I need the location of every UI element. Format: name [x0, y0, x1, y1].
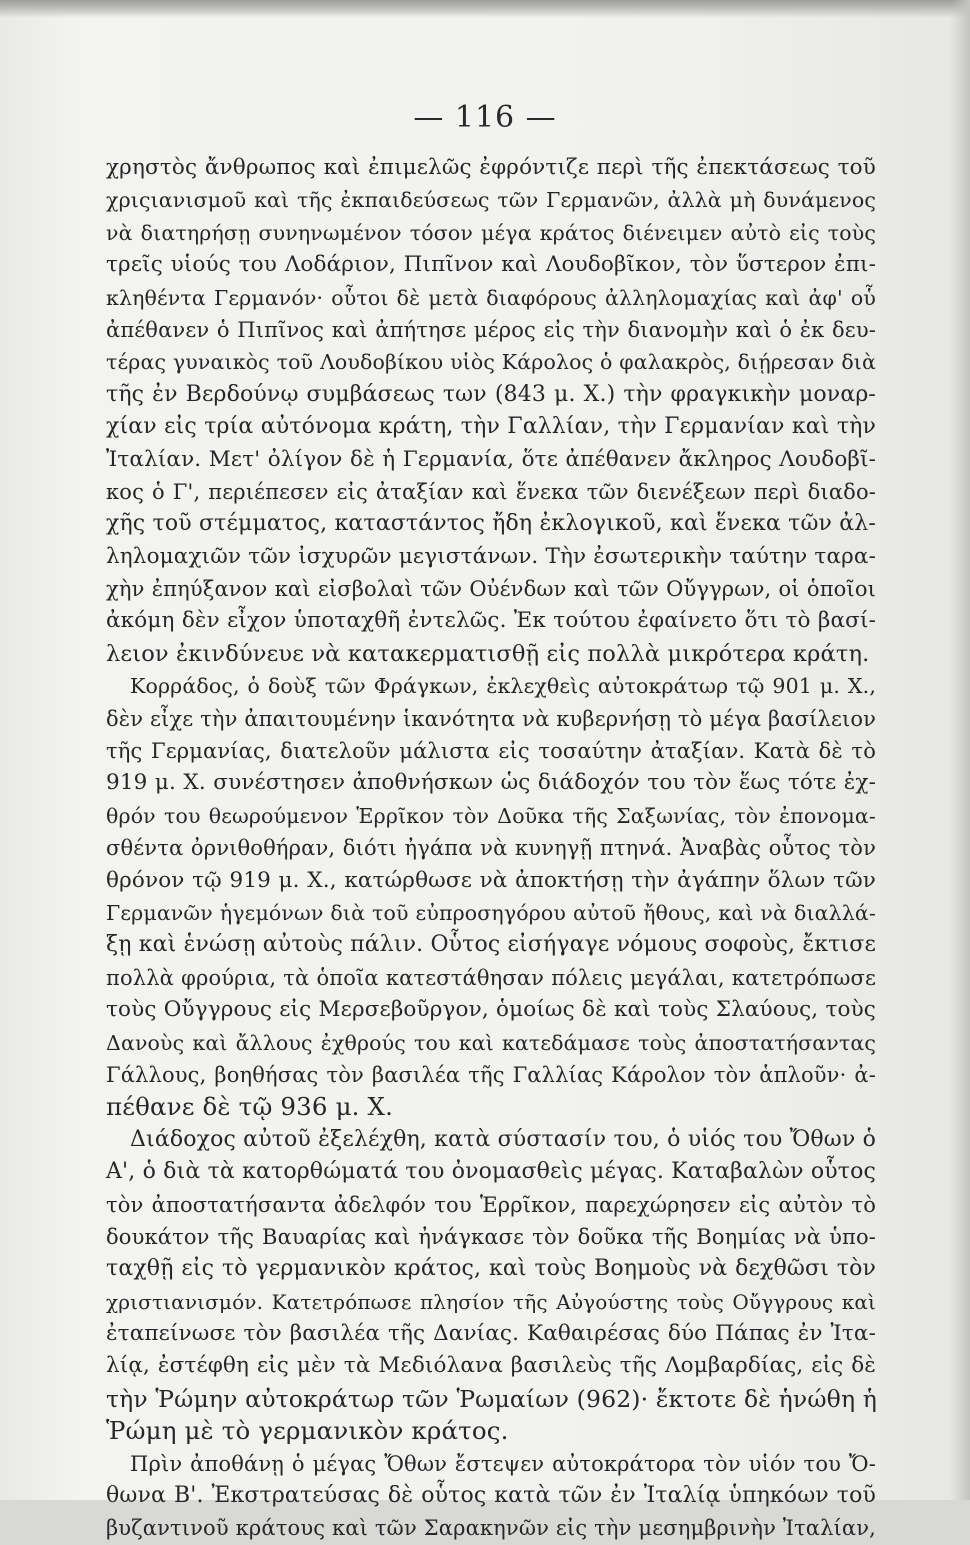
text-line: σθέντα ὀρνιθοθήραν, διότι ἠγάπα νὰ κυνηγῇ πτηνά. Ἀναβὰς οὗτος τὸν: [106, 836, 876, 861]
text-line: τῆς Γερμανίας, διατελοῦν μάλιστα εἰς τοσαύτην ἀταξίαν. Κατὰ δὲ τὸ: [106, 739, 876, 764]
text-line: τοὺς Οὔγγρους εἰς Μερσεβοῦργον, ὁμοίως δὲ καὶ τοὺς Σλαύους, τοὺς: [106, 997, 876, 1023]
text-line: Ῥώμη μὲ τὸ γερμανικὸν κράτος.: [106, 1416, 509, 1446]
text-line: δὲν εἶχε τὴν ἀπαιτουμένην ἱκανότητα νὰ κυβερνήσῃ τὸ μέγα βασίλειον: [106, 706, 877, 731]
text-line: τῆς ἐν Βερδούνῳ συμβάσεως των (843 μ. Χ.) τὴν φραγκικὴν μοναρ-: [106, 381, 876, 407]
text-line: βυζαντινοῦ κράτους καὶ τῶν Σαρακηνῶν εἰς τὴν μεσημβρινὴν Ἰταλίαν,: [106, 1516, 876, 1541]
text-line: νὰ διατηρήσῃ συνηνωμένον τόσον μέγα κράτος διένειμεν αὐτὸ εἰς τοὺς: [106, 220, 876, 245]
text-line: Α', ὁ διὰ τὰ κατορθώματά του ὀνομασθεὶς μέγας. Καταβαλὼν οὗτος: [106, 1159, 876, 1185]
page-right-edge-shadow: [950, 0, 970, 1500]
text-line: Γερμανῶν ἡγεμόνων διὰ τοῦ εὐπροσηγόρου αὐτοῦ ἤθους, καὶ νὰ διαλλά-: [106, 900, 876, 925]
text-line: δουκάτον τῆς Βαυαρίας καὶ ἠνάγκασε τὸν δοῦκα τῆς Βοημίας νὰ ὑπο-: [106, 1224, 876, 1249]
text-line: χριςιανισμοῦ καὶ τῆς ἐκπαιδεύσεως τῶν Γερμανῶν, ἀλλὰ μὴ δυνάμενος: [106, 188, 876, 213]
text-line: τὴν Ῥώμην αὐτοκράτωρ τῶν Ῥωμαίων (962)· ἔκτοτε δὲ ἡνώθη ἡ: [106, 1384, 878, 1413]
text-line: χὴν ἐπηύξανον καὶ εἰσβολαὶ τῶν Οὐένδων καὶ τῶν Οὔγγρων, οἱ ὁποῖοι: [106, 577, 876, 602]
text-line: Δανοὺς καὶ ἄλλους ἐχθρούς του καὶ κατεδάμασε τοὺς ἀποστατήσαντας: [106, 1030, 876, 1055]
text-line: ἀκόμη δὲν εἶχον ὑποταχθῆ ἐντελῶς. Ἐκ τούτου ἐφαίνετο ὅτι τὸ βασί-: [106, 608, 876, 634]
text-line: τὸν ἀποστατήσαντα ἀδελφόν του Ἑρρῖκον, παρεχώρησεν εἰς αὐτὸν τὸ: [106, 1192, 876, 1217]
text-line: τέρας γυναικὸς τοῦ Λουδοβίκου υἱὸς Κάρολος ὁ φαλακρὸς, διῄρεσαν διὰ: [106, 350, 876, 375]
text-line: πολλὰ φρούρια, τὰ ὁποῖα κατεστάθησαν πόλεις μεγάλαι, κατετρόπωσε: [106, 965, 876, 990]
text-line: χριστιανισμόν. Κατετρόπωσε πλησίον τῆς Αὐγούστης τοὺς Οὔγγρους καὶ: [106, 1289, 876, 1314]
page-top-edge-shadow: [0, 0, 970, 18]
text-line: λειον ἐκινδύνευε νὰ κατακερματισθῇ εἰς πολλὰ μικρότερα κράτη.: [106, 640, 870, 667]
page-number: — 116 —: [413, 100, 557, 135]
text-line: θρόνον τῷ 919 μ. Χ., κατώρθωσε νὰ ἀποκτήσῃ τὴν ἀγάπην ὅλων τῶν: [106, 867, 876, 893]
text-line: Πρὶν ἀποθάνῃ ὁ μέγας Ὄθων ἔστεψεν αὐτοκράτορα τὸν υἱόν του Ὄ-: [130, 1451, 876, 1476]
text-line: Διάδοχος αὐτοῦ ἐξελέχθη, κατὰ σύστασίν του, ὁ υἱός του Ὄθων ὁ: [130, 1126, 876, 1152]
text-line: πέθανε δὲ τῷ 936 μ. Χ.: [106, 1092, 394, 1122]
text-line: κληθέντα Γερμανόν· οὗτοι δὲ μετὰ διαφόρους ἀλληλομαχίας καὶ ἀφ' οὗ: [106, 285, 876, 310]
text-line: χῆς τοῦ στέμματος, καταστάντος ἤδη ἐκλογικοῦ, καὶ ἕνεκα τῶν ἀλ-: [106, 511, 876, 537]
text-line: ληλομαχιῶν τῶν ἰσχυρῶν μεγιστάνων. Τὴν ἐσωτερικὴν ταύτην ταρα-: [106, 543, 876, 569]
text-line: ταχθῇ εἰς τὸ γερμανικὸν κράτος, καὶ τοὺς Βοημοὺς νὰ δεχθῶσι τὸν: [106, 1256, 876, 1282]
text-line: Γάλλους, βοηθήσας τὸν βασιλέα τῆς Γαλλίας Κάρολον τὸν ἁπλοῦν· ἀ-: [106, 1062, 876, 1087]
text-line: τρεῖς υἱούς του Λοδάριον, Πιπῖνον καὶ Λουδοβῖκον, τὸν ὕστερον ἐπι-: [106, 252, 876, 278]
text-line: ξῃ καὶ ἑνώσῃ αὐτοὺς πάλιν. Οὗτος εἰσήγαγε νόμους σοφοὺς, ἔκτισε: [106, 932, 876, 958]
text-line: Ἰταλίαν. Μετ' ὀλίγον δὲ ἡ Γερμανία, ὅτε ἀπέθανεν ἄκληρος Λουδοβῖ-: [106, 446, 876, 472]
text-line: κος ὁ Γ', περιέπεσεν εἰς ἀταξίαν καὶ ἕνεκα τῶν διενέξεων περὶ διαδο-: [106, 479, 876, 504]
text-line: χίαν εἰς τρία αὐτόνομα κράτη, τὴν Γαλλίαν, τὴν Γερμανίαν καὶ τὴν: [106, 414, 876, 440]
text-line: Κορράδος, ὁ δοὺξ τῶν Φράγκων, ἐκλεχθεὶς αὐτοκράτωρ τῷ 901 μ. Χ.,: [130, 674, 876, 699]
text-line: λίᾳ, ἐστέφθη εἰς μὲν τὰ Μεδιόλανα βασιλεὺς τῆς Λομβαρδίας, εἰς δὲ: [106, 1353, 876, 1379]
text-line: θρόν του θεωρούμενον Ἑρρῖκον τὸν Δοῦκα τῆς Σαξωνίας, τὸν ἐπονομα-: [106, 803, 876, 828]
text-line: χρηστὸς ἄνθρωπος καὶ ἐπιμελῶς ἐφρόντιζε περὶ τῆς ἐπεκτάσεως τοῦ: [106, 155, 876, 180]
text-line: 919 μ. Χ. συνέστησεν ἀποθνήσκων ὡς διάδοχόν του τὸν ἕως τότε ἐχ-: [106, 770, 876, 796]
body-text: [106, 152, 876, 1545]
text-line: θωνα Β'. Ἐκστρατεύσας δὲ οὗτος κατὰ τῶν ἐν Ἰταλίᾳ ὑπηκόων τοῦ: [106, 1483, 876, 1509]
text-line: ἐταπείνωσε τὸν βασιλέα τῆς Δανίας. Καθαιρέσας δύο Πάπας ἐν Ἰτα-: [106, 1321, 876, 1347]
text-line: ἀπέθανεν ὁ Πιπῖνος καὶ ἀπήτησε μέρος εἰς τὴν διανομὴν καὶ ὁ ἐκ δευ-: [106, 317, 876, 342]
